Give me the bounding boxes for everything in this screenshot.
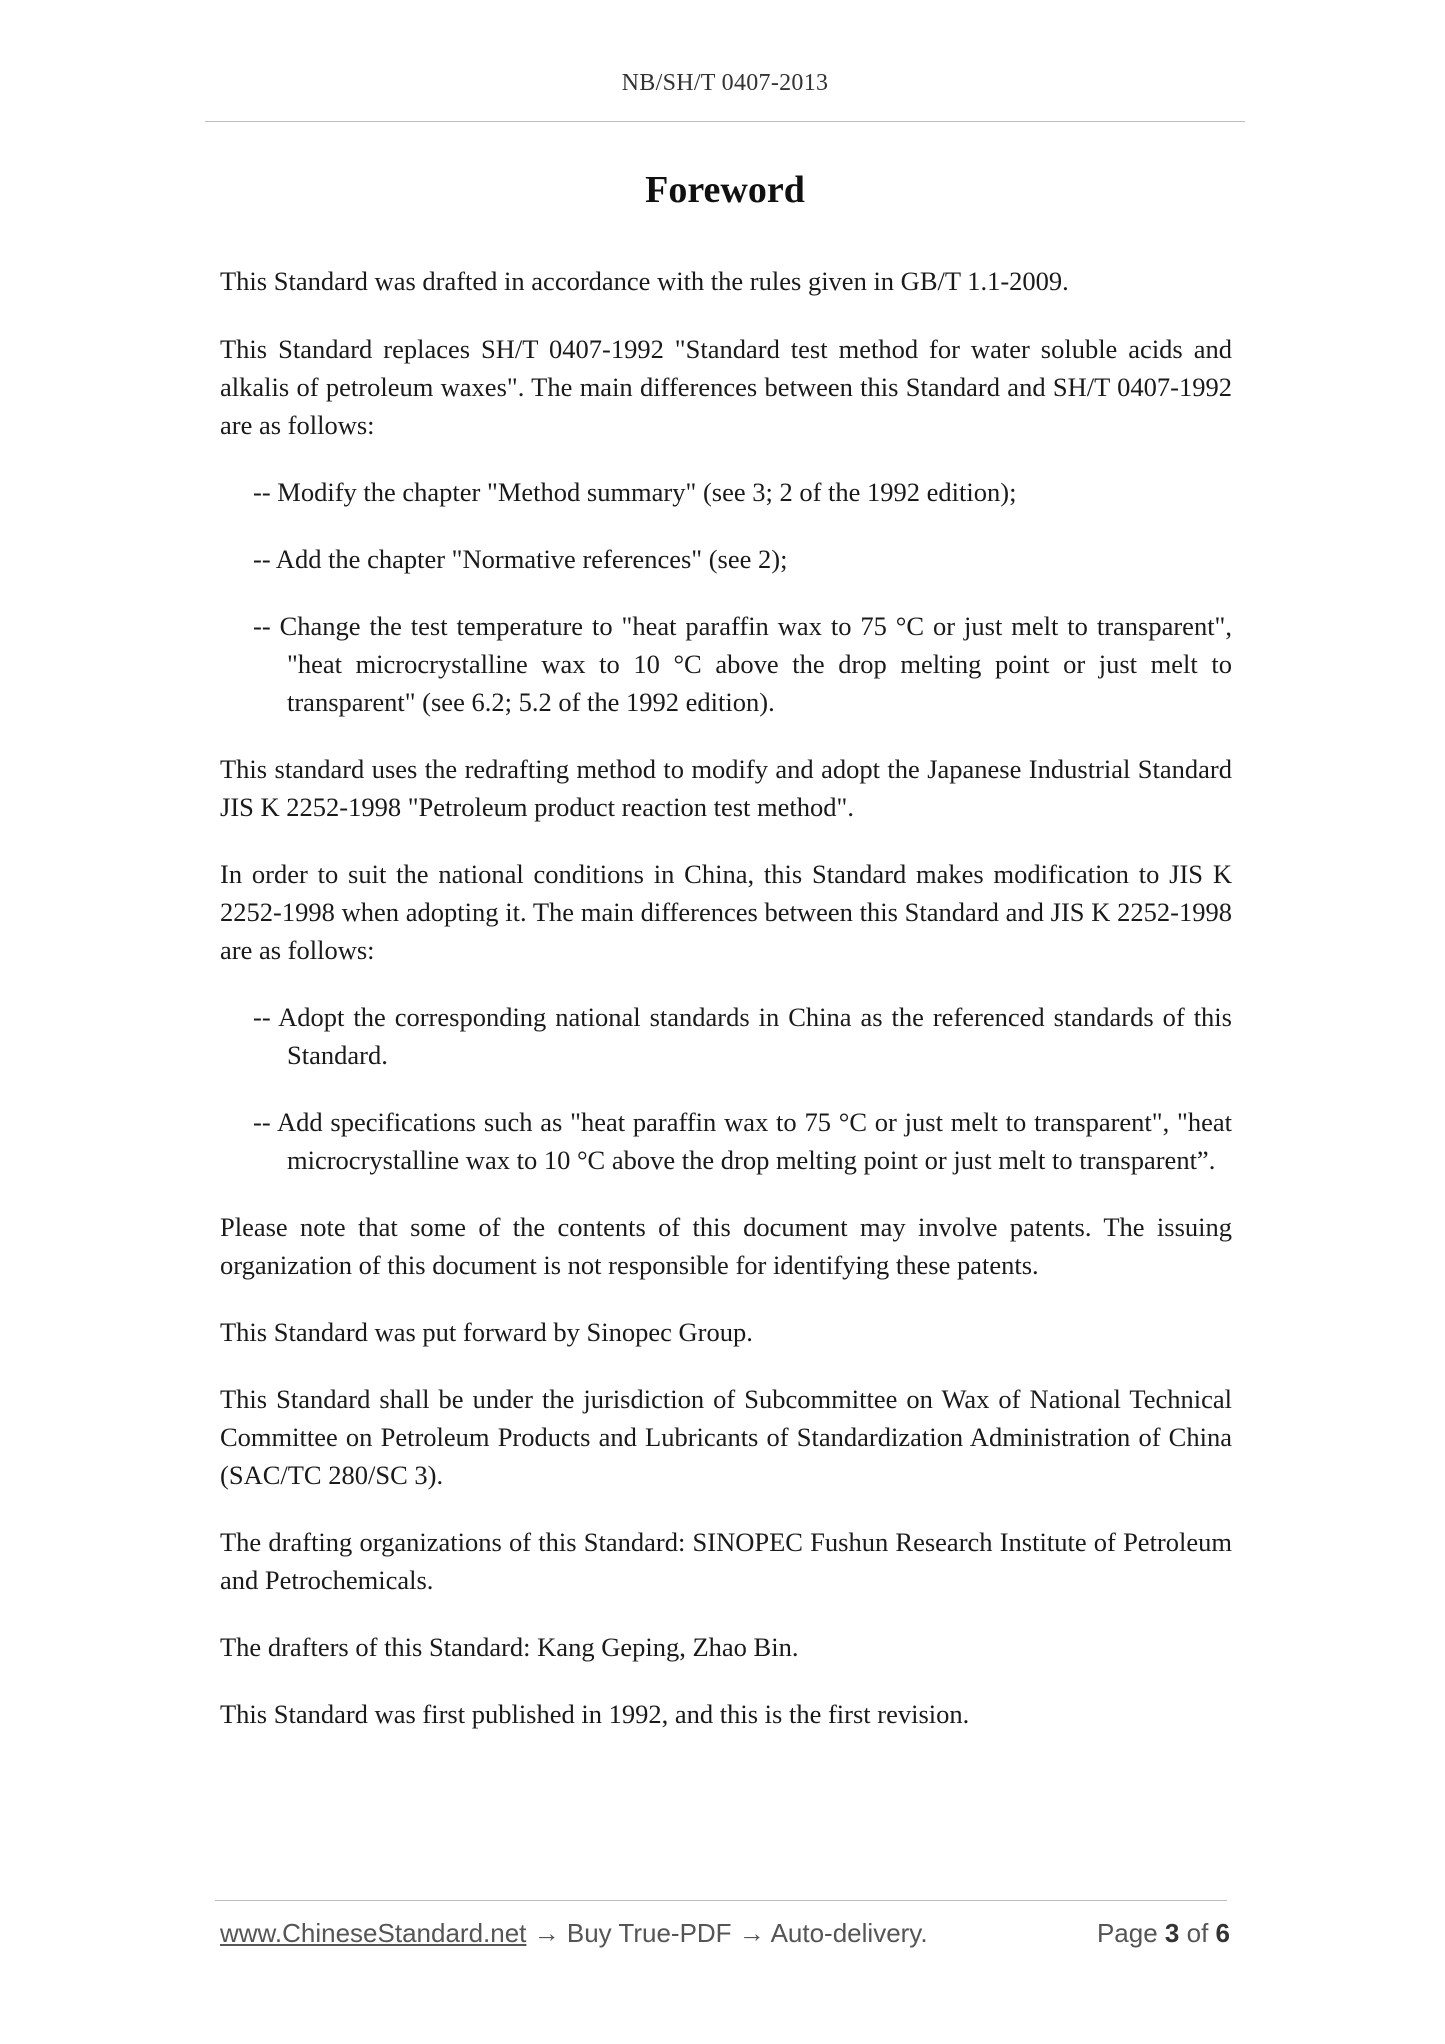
paragraph-put-forward: This Standard was put forward by Sinopec Group. [220, 1317, 753, 1347]
paragraph-replaces: This Standard replaces SH/T 0407-1992 "Standard test method for water soluble acids and alkalis of petroleum waxes". The main differences between this Standard and SH/T 0407-1992 are as follows: [220, 334, 1232, 440]
page-label: Page [1096, 1918, 1165, 1948]
paragraph-publication-history: This Standard was first published in 1992, and this is the first revision. [220, 1699, 970, 1729]
paragraph-drafting-organizations: The drafting organizations of this Standard: SINOPEC Fushun Research Institute of Petroleum and Petrochemicals. [220, 1527, 1232, 1595]
current-page-number: 3 [1164, 1918, 1180, 1948]
paragraph-drafting-rules: This Standard was drafted in accordance with the rules given in GB/T 1.1-2009. [220, 266, 1069, 296]
page-of-label: of [1179, 1918, 1216, 1948]
header-divider [205, 121, 1245, 122]
paragraph-patents: Please note that some of the contents of this document may involve patents. The issuing organization of this document is not responsible for identifying these patents. [220, 1212, 1232, 1280]
page-title: Foreword [645, 169, 805, 211]
page-indicator [1097, 1918, 1230, 1949]
website-link[interactable]: www.ChineseStandard.net [220, 1918, 527, 1948]
list-item-test-temperature: -- Change the test temperature to "heat paraffin wax to 75 °C or just melt to transparent", "heat microcrystalline wax to 10 °C above the drop melting point or just melt to transparent" (see 6.2; 5.2 of the 1992 edition). [253, 611, 1232, 717]
paragraph-national-conditions: In order to suit the national conditions in China, this Standard makes modification to JIS K 2252-1998 when adopting it. The main differences between this Standard and JIS K 2252-1998 are as follows: [220, 859, 1232, 965]
list-item-normative-references: -- Add the chapter "Normative references" (see 2); [253, 544, 788, 574]
footer-divider [215, 1900, 1227, 1901]
total-pages-number: 6 [1215, 1918, 1230, 1948]
footer-tagline: → Buy True-PDF → Auto-delivery. [526, 1918, 928, 1948]
paragraph-redrafting-method: This standard uses the redrafting method to modify and adopt the Japanese Industrial Standard JIS K 2252-1998 "Petroleum product reaction test method". [220, 754, 1232, 822]
paragraph-jurisdiction: This Standard shall be under the jurisdiction of Subcommittee on Wax of National Technical Committee on Petroleum Products and Lubricants of Standardization Administration of China (SAC/TC 280/SC 3). [220, 1384, 1232, 1490]
list-item-national-standards: -- Adopt the corresponding national standards in China as the referenced standards of this Standard. [253, 1002, 1232, 1070]
foreword-body [220, 262, 1232, 1762]
paragraph-drafters: The drafters of this Standard: Kang Geping, Zhao Bin. [220, 1632, 799, 1662]
list-item-method-summary: -- Modify the chapter "Method summary" (see 3; 2 of the 1992 edition); [253, 477, 1017, 507]
document-code-header: NB/SH/T 0407-2013 [621, 70, 829, 96]
list-item-specifications: -- Add specifications such as "heat paraffin wax to 75 °C or just melt to transparent", "heat microcrystalline wax to 10 °C above the drop melting point or just melt to transparent”. [253, 1107, 1232, 1175]
footer-promo [220, 1918, 928, 1949]
